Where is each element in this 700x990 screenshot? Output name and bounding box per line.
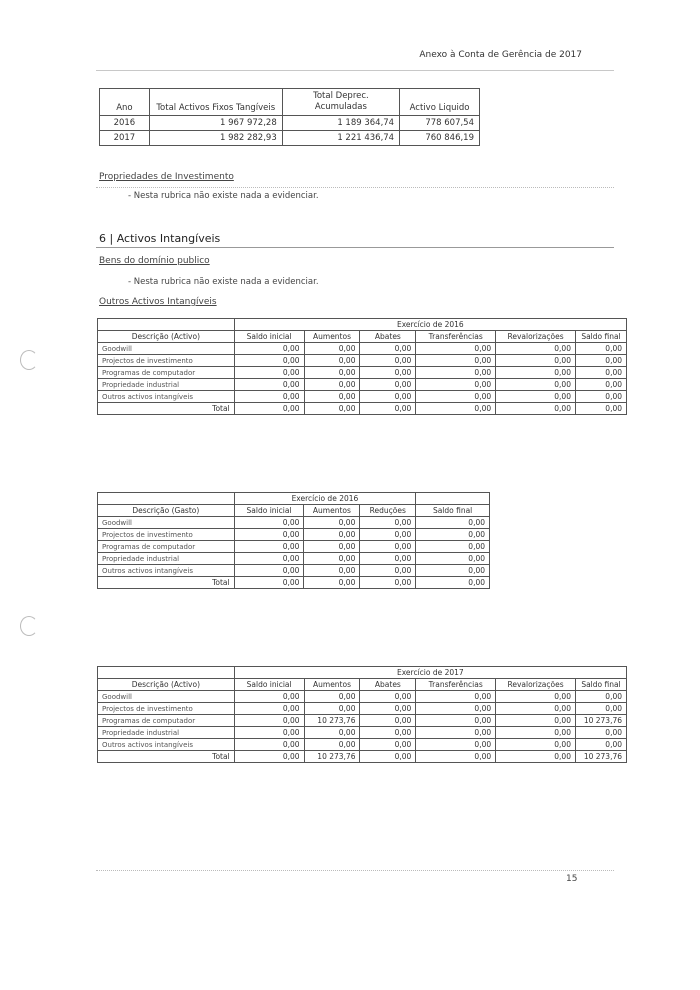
value-cell: 0,00 [234, 739, 304, 751]
table-header-row [98, 505, 490, 517]
row-label: Propriedade industrial [98, 727, 235, 739]
table-row [98, 739, 627, 751]
value-cell: 0,00 [234, 541, 304, 553]
value-cell: 1 967 972,28 [149, 116, 282, 131]
value-cell: 0,00 [496, 343, 576, 355]
col-header-ano: Ano [100, 89, 150, 116]
value-cell: 0,00 [304, 517, 360, 529]
public-domain-title: Bens do domínio publico [99, 256, 210, 266]
total-cell: 0,00 [304, 577, 360, 589]
value-cell: 0,00 [304, 739, 360, 751]
value-cell: 0,00 [360, 727, 416, 739]
value-cell: 1 189 364,74 [282, 116, 399, 131]
value-cell: 0,00 [234, 727, 304, 739]
value-cell: 0,00 [575, 739, 626, 751]
total-cell: 0,00 [496, 403, 576, 415]
col-header: Transferências [416, 331, 496, 343]
table-row [98, 379, 627, 391]
year-cell: 2016 [100, 116, 150, 131]
page-number: 15 [566, 874, 578, 884]
value-cell: 0,00 [234, 715, 304, 727]
row-label: Projectos de investimento [98, 703, 235, 715]
intangibles-2016-gasto-table [97, 492, 490, 589]
table-row [98, 343, 627, 355]
value-cell: 0,00 [575, 343, 626, 355]
value-cell: 0,00 [234, 703, 304, 715]
col-header: Aumentos [304, 679, 360, 691]
value-cell: 0,00 [496, 715, 576, 727]
value-cell: 1 982 282,93 [149, 131, 282, 146]
value-cell: 0,00 [360, 739, 416, 751]
value-cell: 0,00 [416, 355, 496, 367]
value-cell: 0,00 [416, 391, 496, 403]
value-cell: 0,00 [304, 379, 360, 391]
other-intangibles-title: Outros Activos Intangíveis [99, 297, 217, 307]
total-cell: 0,00 [575, 403, 626, 415]
value-cell: 0,00 [360, 367, 416, 379]
value-cell: 0,00 [416, 553, 490, 565]
value-cell: 0,00 [416, 727, 496, 739]
section-heading: 6 | Activos Intangíveis [99, 232, 221, 245]
footer-rule [96, 870, 614, 871]
row-label: Goodwill [98, 517, 235, 529]
intangibles-2017-activo-table [97, 666, 627, 763]
value-cell: 0,00 [496, 727, 576, 739]
value-cell: 0,00 [304, 565, 360, 577]
table-row [98, 517, 490, 529]
value-cell: 0,00 [234, 379, 304, 391]
total-cell: 0,00 [304, 403, 360, 415]
value-cell: 0,00 [360, 355, 416, 367]
table-row [98, 367, 627, 379]
value-cell: 0,00 [416, 715, 496, 727]
value-cell: 0,00 [304, 355, 360, 367]
value-cell: 0,00 [360, 715, 416, 727]
value-cell: 0,00 [416, 367, 496, 379]
value-cell: 0,00 [496, 379, 576, 391]
value-cell: 0,00 [416, 529, 490, 541]
investment-properties-title: Propriedades de Investimento [99, 172, 234, 182]
value-cell: 0,00 [416, 739, 496, 751]
total-cell: 10 273,76 [304, 751, 360, 763]
value-cell: 0,00 [234, 529, 304, 541]
hole-punch-mark [20, 350, 38, 370]
total-cell: 0,00 [360, 577, 416, 589]
value-cell: 0,00 [416, 343, 496, 355]
col-header: Aumentos [304, 331, 360, 343]
value-cell: 0,00 [496, 355, 576, 367]
value-cell: 0,00 [496, 391, 576, 403]
table-row [98, 355, 627, 367]
value-cell: 0,00 [360, 691, 416, 703]
table-row [98, 565, 490, 577]
value-cell: 0,00 [360, 553, 416, 565]
public-domain-note: - Nesta rubrica não existe nada a evidenciar. [128, 277, 319, 287]
value-cell: 0,00 [304, 553, 360, 565]
total-label: Total [98, 577, 235, 589]
row-label: Programas de computador [98, 367, 235, 379]
header-rule [96, 70, 614, 71]
row-label: Outros activos intangíveis [98, 739, 235, 751]
col-header: Saldo final [575, 331, 626, 343]
row-label: Programas de computador [98, 541, 235, 553]
intangibles-2016-activo-table [97, 318, 627, 415]
col-header-total-activos: Total Activos Fixos Tangíveis [149, 89, 282, 116]
table-row [100, 131, 480, 146]
value-cell: 0,00 [416, 703, 496, 715]
value-cell: 0,00 [496, 703, 576, 715]
col-header: Descrição (Activo) [98, 331, 235, 343]
investment-properties-note: - Nesta rubrica não existe nada a evidenciar. [128, 191, 319, 201]
value-cell: 0,00 [234, 517, 304, 529]
row-label: Goodwill [98, 343, 235, 355]
period-header: Exercício de 2017 [234, 667, 626, 679]
col-header: Descrição (Activo) [98, 679, 235, 691]
col-header: Revalorizações [496, 679, 576, 691]
row-label: Programas de computador [98, 715, 235, 727]
value-cell: 0,00 [416, 517, 490, 529]
value-cell: 0,00 [360, 391, 416, 403]
value-cell: 0,00 [575, 379, 626, 391]
value-cell: 0,00 [304, 541, 360, 553]
table-row [98, 391, 627, 403]
col-header: Abates [360, 331, 416, 343]
value-cell: 0,00 [234, 355, 304, 367]
total-cell: 10 273,76 [575, 751, 626, 763]
table-header-row [98, 331, 627, 343]
row-label: Propriedade industrial [98, 553, 235, 565]
value-cell: 0,00 [575, 691, 626, 703]
row-label: Outros activos intangíveis [98, 391, 235, 403]
col-header: Descrição (Gasto) [98, 505, 235, 517]
value-cell: 0,00 [575, 355, 626, 367]
value-cell: 0,00 [416, 691, 496, 703]
value-cell: 0,00 [234, 367, 304, 379]
row-label: Outros activos intangíveis [98, 565, 235, 577]
value-cell: 0,00 [360, 517, 416, 529]
table-row [98, 553, 490, 565]
value-cell: 0,00 [496, 691, 576, 703]
col-header: Saldo inicial [234, 505, 304, 517]
value-cell: 0,00 [416, 541, 490, 553]
value-cell: 0,00 [304, 343, 360, 355]
period-header: Exercício de 2016 [234, 319, 626, 331]
value-cell: 10 273,76 [304, 715, 360, 727]
value-cell: 0,00 [575, 703, 626, 715]
value-cell: 0,00 [360, 565, 416, 577]
value-cell: 0,00 [496, 739, 576, 751]
value-cell: 0,00 [304, 367, 360, 379]
value-cell: 10 273,76 [575, 715, 626, 727]
total-label: Total [98, 751, 235, 763]
total-label: Total [98, 403, 235, 415]
col-header: Transferências [416, 679, 496, 691]
row-label: Projectos de investimento [98, 355, 235, 367]
total-cell: 0,00 [234, 403, 304, 415]
section-rule [96, 247, 614, 248]
total-row [98, 403, 627, 415]
total-cell: 0,00 [496, 751, 576, 763]
value-cell: 0,00 [575, 367, 626, 379]
total-row [98, 751, 627, 763]
value-cell: 0,00 [304, 727, 360, 739]
value-cell: 0,00 [234, 343, 304, 355]
value-cell: 0,00 [360, 379, 416, 391]
col-header: Aumentos [304, 505, 360, 517]
value-cell: 0,00 [304, 529, 360, 541]
value-cell: 0,00 [234, 691, 304, 703]
value-cell: 0,00 [496, 367, 576, 379]
col-header: Abates [360, 679, 416, 691]
total-cell: 0,00 [416, 751, 496, 763]
table-row [98, 727, 627, 739]
table-header-row [98, 679, 627, 691]
total-cell: 0,00 [234, 577, 304, 589]
value-cell: 0,00 [575, 391, 626, 403]
row-label: Propriedade industrial [98, 379, 235, 391]
col-header: Saldo final [575, 679, 626, 691]
col-header: Saldo inicial [234, 679, 304, 691]
value-cell: 0,00 [234, 565, 304, 577]
value-cell: 0,00 [416, 379, 496, 391]
table-row [98, 529, 490, 541]
col-header: Saldo inicial [234, 331, 304, 343]
value-cell: 0,00 [360, 703, 416, 715]
table-row [98, 715, 627, 727]
value-cell: 0,00 [304, 691, 360, 703]
row-label: Projectos de investimento [98, 529, 235, 541]
value-cell: 1 221 436,74 [282, 131, 399, 146]
year-cell: 2017 [100, 131, 150, 146]
value-cell: 778 607,54 [400, 116, 480, 131]
col-header: Revalorizações [496, 331, 576, 343]
period-header: Exercício de 2016 [234, 493, 416, 505]
value-cell: 0,00 [304, 391, 360, 403]
table-row [98, 703, 627, 715]
col-header: Saldo final [416, 505, 490, 517]
table-row [98, 541, 490, 553]
hole-punch-mark [20, 616, 38, 636]
value-cell: 760 846,19 [400, 131, 480, 146]
table-row [98, 691, 627, 703]
value-cell: 0,00 [360, 529, 416, 541]
document-header: Anexo à Conta de Gerência de 2017 [419, 50, 582, 60]
value-cell: 0,00 [304, 703, 360, 715]
table-header-row [100, 89, 480, 116]
col-header-activo-liquido: Activo Liquido [400, 89, 480, 116]
total-cell: 0,00 [416, 577, 490, 589]
col-header: Reduções [360, 505, 416, 517]
total-cell: 0,00 [360, 403, 416, 415]
table-row [100, 116, 480, 131]
total-cell: 0,00 [360, 751, 416, 763]
value-cell: 0,00 [360, 541, 416, 553]
total-cell: 0,00 [416, 403, 496, 415]
total-row [98, 577, 490, 589]
total-cell: 0,00 [234, 751, 304, 763]
fixed-assets-table [99, 88, 480, 146]
divider [96, 187, 614, 188]
row-label: Goodwill [98, 691, 235, 703]
value-cell: 0,00 [575, 727, 626, 739]
value-cell: 0,00 [416, 565, 490, 577]
col-header-total-deprec: Total Deprec. Acumuladas [282, 89, 399, 116]
value-cell: 0,00 [234, 391, 304, 403]
value-cell: 0,00 [234, 553, 304, 565]
value-cell: 0,00 [360, 343, 416, 355]
